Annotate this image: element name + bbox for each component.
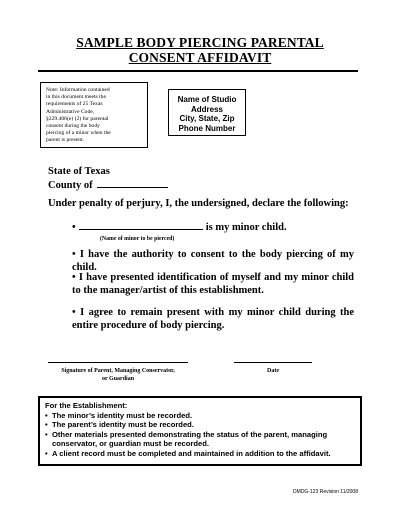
- note-line: requirements of 25 Texas: [46, 101, 103, 108]
- studio-city-state-zip: City, State, Zip: [179, 114, 235, 123]
- county-row: [48, 179, 168, 191]
- bullet: •: [72, 307, 76, 318]
- caption-line: or Guardian: [101, 376, 135, 382]
- note-line: §229.406(e) (2) for parental: [46, 115, 109, 122]
- remain-present-item: [72, 306, 354, 332]
- note-line: piercing of a minor when the: [46, 130, 111, 137]
- establishment-title: For the Establishment:: [45, 401, 128, 410]
- date-caption: Date: [267, 368, 279, 374]
- county-field[interactable]: [97, 179, 168, 188]
- list-item: • The minor’s identity must be recorded.: [45, 411, 355, 421]
- studio-info-box: [168, 89, 246, 136]
- regulation-note-box: [40, 82, 148, 148]
- state-label: State of Texas: [48, 166, 110, 177]
- minor-child-item: [72, 221, 354, 234]
- studio-address: Address: [190, 104, 223, 114]
- item-text: is my minor child.: [205, 222, 287, 233]
- title-divider: [38, 70, 358, 72]
- document-title-line-1: SAMPLE BODY PIERCING PARENTAL: [76, 35, 324, 50]
- bullet: •: [72, 272, 76, 283]
- note-line: Note: Information contained: [46, 87, 110, 93]
- county-label: County of: [48, 180, 93, 191]
- establishment-list: [45, 411, 355, 459]
- parent-signature-field[interactable]: [48, 362, 188, 363]
- bullet: •: [72, 222, 76, 233]
- studio-phone: Phone Number: [178, 123, 236, 133]
- note-line: consent during the body: [46, 123, 100, 130]
- minor-name-caption: (Name of minor to be pierced): [100, 236, 175, 242]
- bullet: •: [72, 249, 76, 260]
- item-text: I agree to remain present with my minor child during the entire procedure of body piercing.: [72, 307, 355, 331]
- document-title-line-2: CONSENT AFFIDAVIT: [128, 50, 272, 65]
- note-line: Administrative Code,: [46, 108, 95, 115]
- note-line: parent is present.: [46, 137, 85, 144]
- list-item: • The parent’s identity must be recorded.: [45, 420, 355, 430]
- declaration-text: Under penalty of perjury, I, the undersigned, declare the following:: [48, 198, 349, 209]
- note-line: in this document meets the: [46, 94, 106, 101]
- identification-item: [72, 271, 354, 297]
- form-revision-code: DMDG-123 Revision 11/2008: [293, 489, 358, 495]
- caption-line: Signature of Parent, Managing Conservator,: [61, 368, 175, 374]
- parent-signature-caption: [50, 367, 186, 383]
- list-item: • Other materials presented demonstrating the status of the parent, managing conservator, or guardian must be recorded.: [45, 430, 355, 449]
- studio-name: Name of Studio: [177, 95, 237, 104]
- item-text: I have presented identification of myself and my minor child to the manager/artist of this establishment.: [72, 272, 354, 296]
- minor-name-field[interactable]: [79, 221, 203, 230]
- list-item: • A client record must be completed and maintained in addition to the affidavit.: [45, 449, 355, 459]
- item-text: I have the authority to consent to the body piercing of my child.: [72, 249, 354, 273]
- date-field[interactable]: [234, 362, 312, 363]
- establishment-box: [38, 396, 362, 466]
